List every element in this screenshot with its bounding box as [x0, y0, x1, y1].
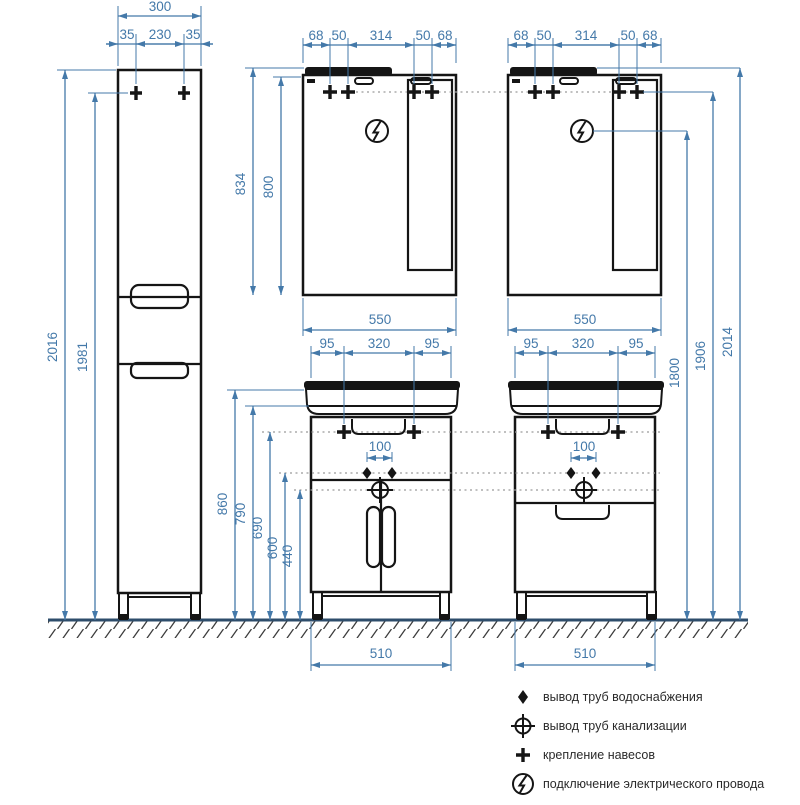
dim-label: 1906: [693, 340, 708, 372]
dim-label: 510: [369, 646, 393, 661]
dim-label: 600: [265, 536, 280, 560]
dim-label: 50: [331, 28, 347, 43]
dim-label: 320: [367, 336, 391, 351]
mount-cross-icon: [516, 748, 530, 762]
legend-label: подключение электрического провода: [543, 777, 765, 791]
dim-label: 510: [573, 646, 597, 661]
legend: [511, 690, 764, 794]
dim-label: 2016: [45, 331, 60, 363]
dim-label: 50: [415, 28, 431, 43]
dim-label: 800: [261, 175, 276, 199]
dim-label: 68: [513, 28, 529, 43]
dim-label: 95: [319, 336, 335, 351]
vanity-left: [304, 381, 460, 620]
vanity-right: [508, 381, 664, 620]
mirror-cabinet-left: [303, 67, 456, 295]
dim-label: 100: [368, 439, 392, 454]
mirror-cabinet-right: [508, 67, 661, 295]
dim-label: 35: [119, 27, 135, 42]
dim-label: 35: [185, 27, 201, 42]
vanity-right-washbasin: [510, 389, 662, 414]
dim-label: 314: [369, 28, 393, 43]
dim-label: 68: [437, 28, 453, 43]
floor: [48, 620, 748, 638]
vanity-left-washbasin: [306, 389, 458, 414]
dim-label: 320: [571, 336, 595, 351]
dim-label: 95: [628, 336, 644, 351]
legend-label: вывод труб водоснабжения: [543, 690, 703, 704]
dim-label: 790: [233, 502, 248, 526]
dim-label: 440: [280, 544, 295, 568]
dim-label: 550: [368, 312, 392, 327]
drain-icon: [511, 714, 535, 738]
dim-label: 860: [215, 492, 230, 516]
legend-item: [516, 748, 655, 762]
dim-label: 230: [148, 27, 172, 42]
water-supply-icon: [518, 690, 528, 704]
dim-label: 95: [424, 336, 440, 351]
dim-label: 690: [250, 516, 265, 540]
dim-label: 550: [573, 312, 597, 327]
electric-connection-icon: [520, 776, 527, 794]
legend-label: вывод труб канализации: [543, 719, 687, 733]
legend-item: [518, 690, 703, 704]
dim-label: 68: [308, 28, 324, 43]
dim-label: 50: [536, 28, 552, 43]
legend-item: [511, 714, 687, 738]
dim-label: 50: [620, 28, 636, 43]
dim-label: 834: [233, 172, 248, 196]
dim-label: 68: [642, 28, 658, 43]
legend-label: крепление навесов: [543, 748, 655, 762]
tall-cabinet: [118, 70, 201, 620]
dim-label: 100: [572, 439, 596, 454]
dim-label: 2014: [720, 326, 735, 358]
dim-label: 1800: [667, 357, 682, 389]
dim-label: 95: [523, 336, 539, 351]
dim-label: 300: [148, 0, 172, 14]
dim-label: 1981: [75, 341, 90, 373]
legend-item: [513, 774, 764, 794]
dim-label: 314: [574, 28, 598, 43]
